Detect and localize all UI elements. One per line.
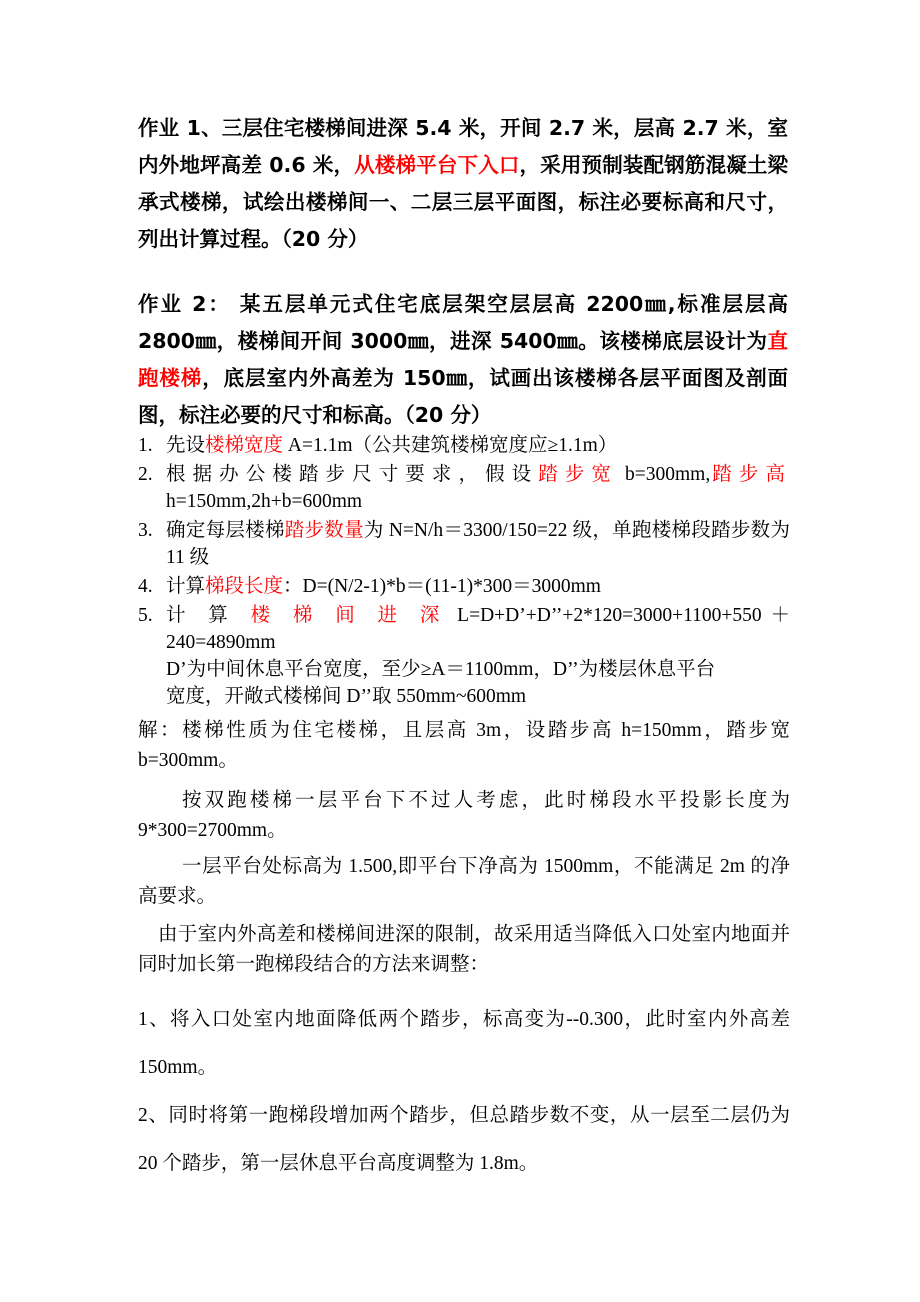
step-text: 先设 — [166, 435, 206, 456]
homework-1-highlight: 从楼梯平台下入口 — [354, 153, 520, 177]
solution-paragraph: 1、将入口处室内地面降低两个踏步，标高变为--0.300，此时室内外高差 150mm。 — [138, 1009, 790, 1078]
solution-paragraph: 由于室内外高差和楼梯间进深的限制，故采用适当降低入口处室内地面并同时加长第一跑梯段结合的方法来调整： — [138, 924, 790, 975]
list-item — [138, 517, 790, 571]
homework-1 — [138, 110, 788, 258]
step-text: 计 算 — [166, 605, 251, 626]
list-item — [138, 432, 790, 459]
solution-paragraph: 2、同时将第一跑梯段增加两个踏步，但总踏步数不变，从一层至二层仍为 20 个踏步，第一层休息平台高度调整为 1.8m。 — [138, 1105, 790, 1174]
step-text: 根据办公楼踏步尺寸要求，假设 — [166, 464, 539, 485]
homework-2 — [138, 286, 788, 434]
step-text: b=300mm, — [618, 464, 711, 485]
step-number: 5. — [138, 605, 153, 626]
step-keyword: 踏步高 — [710, 464, 790, 485]
calculation-steps — [138, 432, 790, 710]
step-text: L=D+D’+D’’+2*120=3000+1100+550 ＋240=4890mm — [166, 605, 790, 653]
step-text: A=1.1m（公共建筑楼梯宽度应≥1.1m） — [283, 435, 618, 456]
list-item — [138, 573, 790, 600]
step-note — [138, 656, 790, 710]
step-keyword: 楼 梯 间 进 深 — [250, 605, 449, 626]
step-text: ：D=(N/2-1)*b＝(11-1)*300＝3000mm — [283, 576, 601, 597]
list-item — [138, 461, 790, 515]
solution-paragraph: 解：楼梯性质为住宅楼梯，且层高 3m，设踏步高 h=150mm，踏步宽 b=300mm。 — [138, 720, 790, 771]
step-text: 为 N=N/h＝3300/150=22 级，单跑楼梯段踏步数为 11 级 — [166, 520, 790, 568]
step-keyword: 踏步数量 — [284, 520, 364, 541]
step-keyword: 踏步宽 — [538, 464, 619, 485]
step-number: 2. — [138, 464, 153, 485]
list-item — [138, 602, 790, 656]
step-number: 3. — [138, 520, 153, 541]
homework-2-end: ） — [470, 403, 492, 427]
step-number: 4. — [138, 576, 153, 597]
solution-paragraph: 一层平台处标高为 1.500,即平台下净高为 1500mm，不能满足 2m 的净高要求。 — [138, 856, 790, 907]
step-keyword: 楼梯宽度 — [205, 435, 284, 456]
homework-2-highlight: 直跑楼梯 — [138, 329, 788, 390]
homework-1-text-cont: ，采用预制装配钢筋混凝土梁承式楼梯，试绘出楼梯间一、二层三层平面图，标注必要标高和尺寸，列出计算过程。（20 分） — [138, 153, 789, 251]
solution-paragraph: 按双跑楼梯一层平台下不过人考虑，此时梯段水平投影长度为 9*300=2700mm。 — [138, 790, 790, 841]
step-text: 计算 — [166, 576, 206, 597]
step-number: 1. — [138, 435, 153, 456]
homework-1-text: 作业 1、三层住宅楼梯间进深 5.4 米，开间 2.7 米，层高 2.7 米，室内外地坪高差 0.6 米， — [138, 116, 788, 177]
step-text: 确定每层楼梯 — [166, 520, 285, 541]
step-keyword: 梯段长度 — [205, 576, 284, 597]
note-line: 宽度，开敞式楼梯间 D’’取 550mm~600mm — [166, 686, 527, 707]
step-text: h=150mm,2h+b=600mm — [166, 491, 363, 512]
note-line: D’为中间休息平台宽度，至少≥A＝1100mm，D’’为楼层休息平台 — [166, 659, 716, 680]
homework-2-text-cont: ，底层室内外高差为 150㎜，试画出该楼梯各层平面图及剖面图，标注必要的尺寸和标高。（ — [138, 366, 788, 427]
homework-2-score: 20 分 — [414, 403, 471, 427]
homework-2-text: 作业 2： 某五层单元式住宅底层架空层层高 2200㎜,标准层层高 2800㎜，楼梯间开间 3000㎜，进深 5400㎜。该楼梯底层设计为 — [138, 292, 788, 353]
